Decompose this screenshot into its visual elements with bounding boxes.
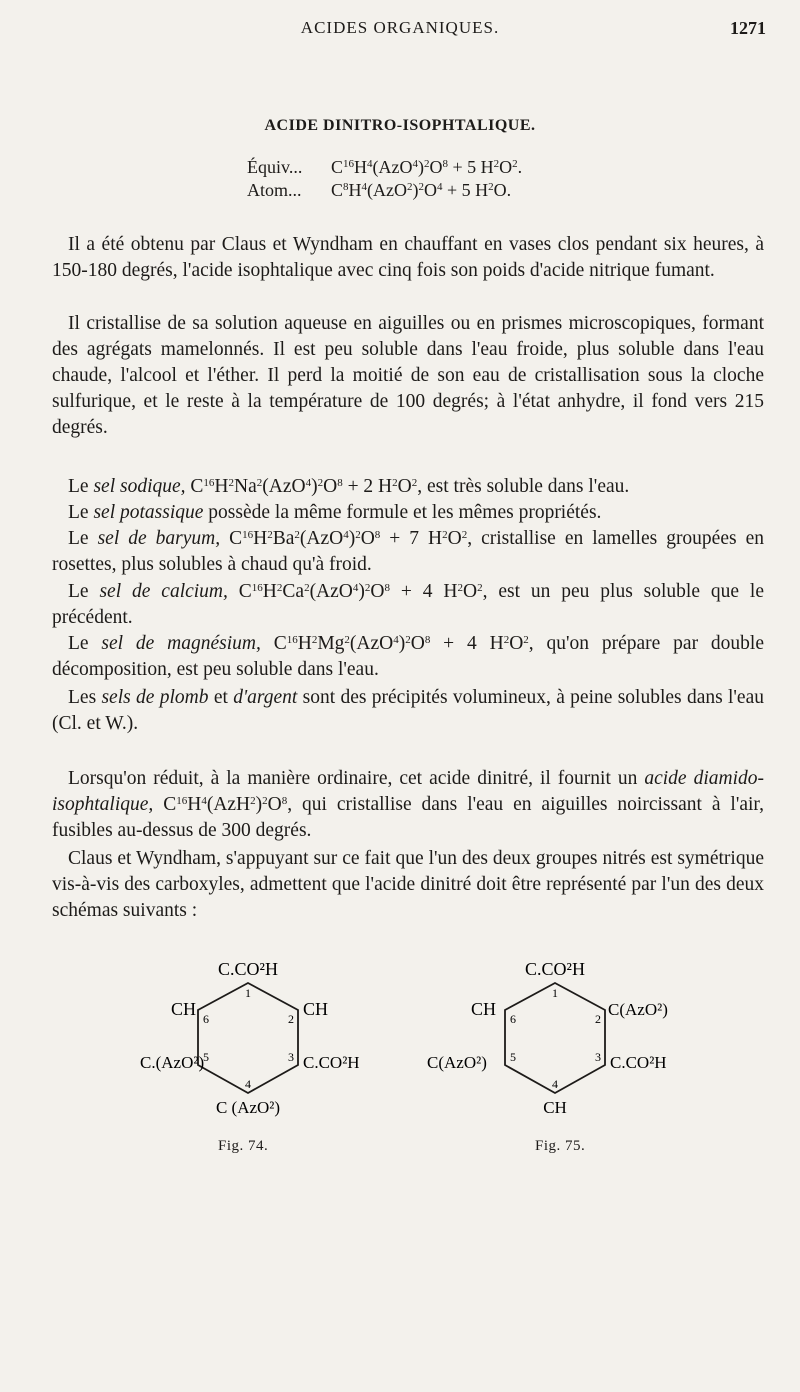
atom-label: Atom... (247, 180, 302, 200)
text-run: Le (68, 528, 98, 549)
salt-name: sel sodique, (93, 476, 186, 497)
salt-formula: $C^{16}H^2Na^2(AzO^4)^2O^8 + 2$ $H^2O^2$ (190, 476, 418, 497)
position-number: 6 (203, 1012, 209, 1026)
salt-name: sels de plomb (101, 687, 209, 708)
paragraph-sel-magnesium (52, 631, 764, 683)
page-number: 1271 (730, 18, 766, 38)
paragraph-sels-plomb-argent (52, 685, 764, 737)
text-run: Le (68, 476, 94, 497)
pos4-group: C (AzO²) (215, 1098, 281, 1117)
text-run: , qu'on prépare par double décomposition, est peu soluble dans l'eau. (52, 633, 764, 680)
paragraph-sel-baryum (52, 526, 764, 578)
salt-name: sel de magnésium, (101, 633, 261, 654)
position-number: 1 (245, 986, 251, 1000)
hexagon-diagram-75 (415, 955, 695, 1125)
pos5-group: C(AzO²) (427, 1053, 487, 1072)
pos4-group: CH (543, 1098, 567, 1117)
position-number: 2 (595, 1012, 601, 1026)
text-run: Le (68, 502, 94, 523)
paragraph-text: Claus et Wyndham, s'appuyant sur ce fait que l'un des deux groupes nitrés est symétrique vis-à-vis des carboxyles, admettent que l'acide dinitré doit être représenté par l'un des deux schémas suivants : (52, 848, 764, 921)
running-head-title: ACIDES ORGANIQUES. (300, 18, 500, 37)
paragraph-reduction (52, 766, 764, 844)
pos6-group: CH (171, 999, 197, 1019)
pos1-group: C.CO²H (218, 959, 278, 979)
position-number: 6 (510, 1012, 516, 1026)
equiv-formula-row (247, 157, 522, 178)
atom-formula-row (247, 180, 511, 201)
figure-74 (138, 955, 388, 1130)
compound-formula: $C^{16}H^4(AzH^2)^2O^8$ (163, 794, 288, 815)
section-title: ACIDE DINITRO-ISOPHTALIQUE. (264, 117, 536, 134)
position-number: 5 (203, 1050, 209, 1064)
text-run: Le (68, 581, 100, 602)
equiv-label: Équiv... (247, 157, 303, 177)
salt-formula: $C^{16}H^2Mg^2(AzO^4)^2O^8 + 4$ $H^2O^2$ (273, 633, 529, 654)
salt-name: sel de calcium, (99, 581, 228, 602)
pos1-group: C.CO²H (525, 959, 585, 979)
text-run: Le (68, 633, 102, 654)
text-run: , qui cristallise dans l'eau en aiguilles noircissant à l'air, fusibles au-dessus de 300 degrés. (52, 794, 764, 841)
position-number: 3 (595, 1050, 601, 1064)
text-run: et (208, 687, 234, 708)
paragraph-sel-calcium (52, 579, 764, 631)
text-run: , est un peu plus soluble que le précédent. (52, 581, 764, 628)
figure-75 (415, 955, 695, 1130)
paragraph-schemas (52, 846, 764, 924)
position-number: 4 (552, 1077, 558, 1091)
salt-formula: $C^{16}H^2Ca^2(AzO^4)^2O^8 + 4$ $H^2O^2$ (238, 581, 483, 602)
atom-formula: $C^8H^4(AzO^2)^2O^4 + 5$ $H^2O$. (331, 180, 512, 200)
position-number: 4 (245, 1077, 251, 1091)
paragraph-crystallisation (52, 311, 764, 441)
pos5-group: C.(AzO²) (140, 1053, 205, 1072)
figure-75-caption: Fig. 75. (535, 1138, 586, 1154)
running-head (0, 18, 800, 44)
pos2-group: C(AzO²) (608, 1000, 668, 1019)
salt-name: sel de baryum, (97, 528, 221, 549)
text-run: , cristallise en lamelles groupées en rosettes, plus solubles à chaud qu'à froid. (52, 528, 764, 575)
figure-74-caption: Fig. 74. (218, 1138, 269, 1154)
paragraph-sel-potassique (52, 500, 764, 526)
pos6-group: CH (471, 999, 497, 1019)
position-number: 5 (510, 1050, 516, 1064)
salt-name: sel potassique (93, 502, 204, 523)
hexagon-diagram-74 (138, 955, 388, 1125)
compound-name: acide diamido-isophtalique, (52, 768, 764, 815)
text-run: sont des précipités volumineux, à peine solubles dans l'eau (Cl. et W.). (52, 687, 764, 734)
paragraph-text: Il a été obtenu par Claus et Wyndham en chauffant en vases clos pendant six heures, à 150-180 degrés, l'acide isophtalique avec cinq fois son poids d'acide nitrique fumant. (52, 234, 764, 281)
pos3-group: C.CO²H (610, 1053, 667, 1072)
position-number: 3 (288, 1050, 294, 1064)
salt-name: d'argent (233, 687, 298, 708)
pos3-group: C.CO²H (303, 1053, 360, 1072)
paragraph-text: Il cristallise de sa solution aqueuse en aiguilles ou en prismes microscopiques, formant des agrégats mamelonnés. Il est peu soluble dans l'eau froide, plus soluble dans l'eau chaude, l'alcool et l'éther. Il perd la moitié de son eau de cristallisation sous la cloche sulfurique, et le reste à la température de 100 degrés; à l'état anhydre, il fond vers 215 degrés. (52, 313, 764, 438)
salt-formula: $C^{16}H^2Ba^2(AzO^4)^2O^8 + 7$ $H^2O^2$ (229, 528, 468, 549)
text-run: possède la même formule et les mêmes propriétés. (203, 502, 602, 523)
equiv-formula: $C^{16}H^4(AzO^4)^2O^8 + 5$ $H^2O^2$. (331, 157, 523, 177)
text-run: , est très soluble dans l'eau. (417, 476, 630, 497)
paragraph-sel-sodique (52, 474, 764, 500)
text-run: Les (68, 687, 102, 708)
pos2-group: CH (303, 999, 329, 1019)
text-run: Lorsqu'on réduit, à la manière ordinaire, cet acide dinitré, il fournit un (68, 768, 645, 789)
position-number: 1 (552, 986, 558, 1000)
paragraph-preparation (52, 232, 764, 284)
position-number: 2 (288, 1012, 294, 1026)
